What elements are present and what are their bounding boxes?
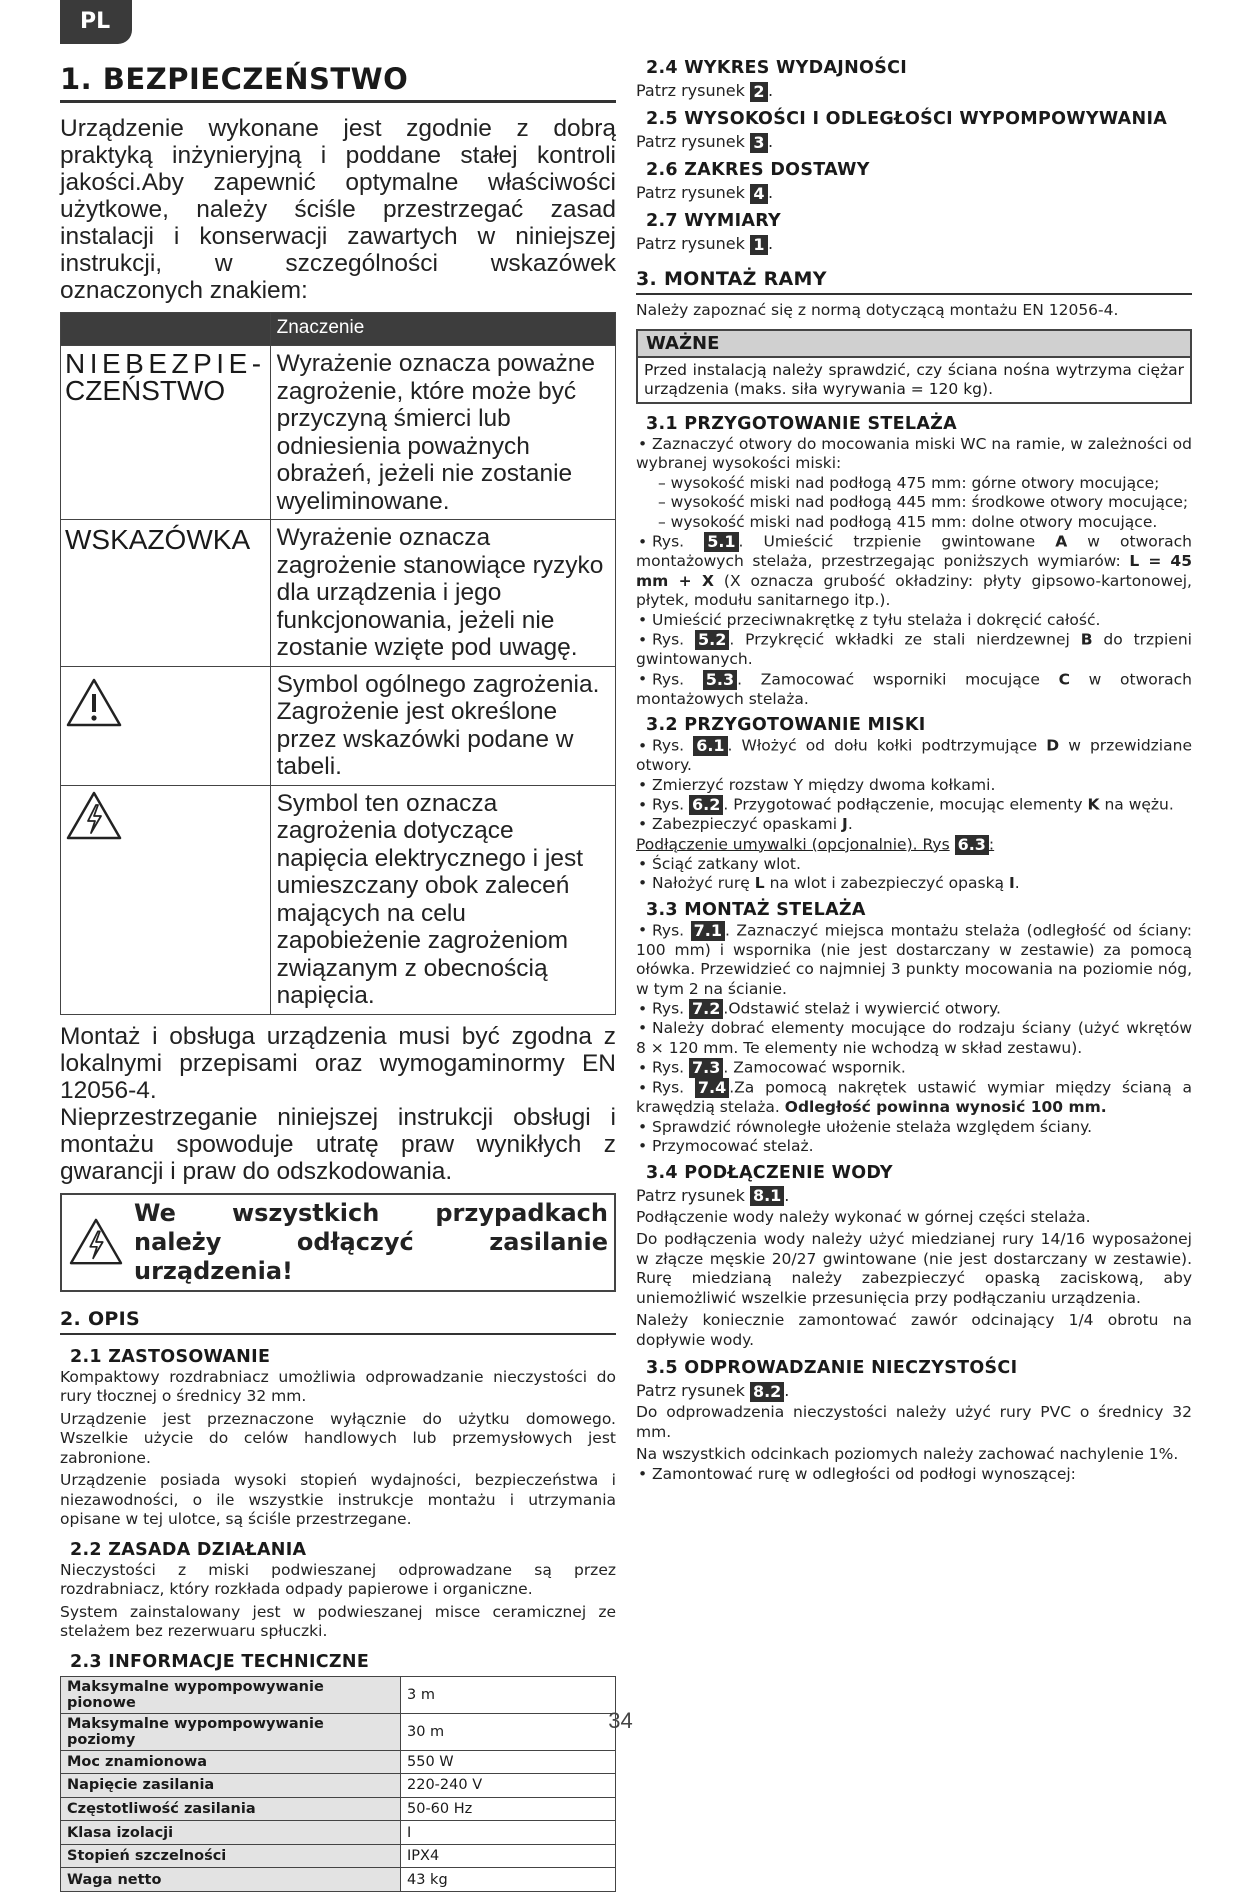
list-item: – wysokość miski nad podłogą 415 mm: dolne otwory mocujące. <box>636 513 1192 533</box>
table-row <box>61 346 616 520</box>
s24-title: 2.4 WYKRES WYDAJNOŚCI <box>636 58 1192 78</box>
section-2-title: 2. OPIS <box>60 1298 616 1335</box>
tech-value: I <box>401 1821 616 1845</box>
s26-title: 2.6 ZAKRES DOSTAWY <box>636 160 1192 180</box>
s25-ref: Patrz rysunek 3 . <box>636 130 1192 154</box>
tech-value: 30 m <box>401 1713 616 1750</box>
figure-badge: 5.2 <box>695 630 729 650</box>
table-row <box>61 1797 616 1821</box>
list-item: • Ściąć zatkany wlot. <box>636 855 1192 875</box>
tech-label: Częstotliwość zasilania <box>61 1797 401 1821</box>
figure-badge: 6.3 <box>955 835 989 855</box>
tech-label: Napięcie zasilania <box>61 1774 401 1798</box>
symbols-table <box>60 312 616 1015</box>
danger-label: NIEBEZPIE- CZEŃSTWO <box>61 346 271 520</box>
important-note-title: WAŻNE <box>636 329 1192 358</box>
list-item: • Należy dobrać elementy mocujące do rodzaju ściany (użyć wkrętów 8 × 120 mm. Te elementy nie wchodzą w skład zestawu). <box>636 1019 1192 1058</box>
tech-value: 220-240 V <box>401 1774 616 1798</box>
s26-ref: Patrz rysunek 4 . <box>636 181 1192 205</box>
figure-badge: 1 <box>750 235 768 255</box>
tech-label: Maksymalne wypompowywanie pionowe <box>61 1676 401 1713</box>
s21-p3: Urządzenie posiada wysoki stopień wydajności, bezpieczeństwa i niezawodności, o ile wszystkie instrukcje montażu i utrzymania opisane w tej ulotce, są ściśle przestrzegane. <box>60 1471 616 1530</box>
language-tab: PL <box>60 0 132 44</box>
table-row <box>61 666 616 785</box>
table-header-empty <box>61 313 271 346</box>
figure-badge: 6.2 <box>689 795 723 815</box>
hint-description: Wyrażenie oznacza zagrożenie stanowiące ryzyko dla urządzenia i jego funkcjonowania, jeżeli nie zostanie wzięte pod uwagę. <box>270 520 615 667</box>
list-item: • Rys. 5.1 . Umieścić trzpienie gwintowane A w otworach montażowych stelaża, przestrzegając poniższych wymiarów: L = 45 mm + X (X oznacza grubość okładziny: płyty gipsowo-kartonowej, płytek, modułu sanitarnego itp.). <box>636 532 1192 611</box>
list-item: • Rys. 6.1 . Włożyć od dołu kołki podtrzymujące D w przewidziane otwory. <box>636 736 1192 776</box>
list-item: • Rys. 5.3 . Zamocować wsporniki mocujące C w otworach montażowych stelaża. <box>636 670 1192 710</box>
figure-badge: 2 <box>750 82 768 102</box>
figure-badge: 4 <box>750 184 768 204</box>
figure-badge: 7.3 <box>689 1058 723 1078</box>
power-warning-box <box>60 1193 616 1292</box>
figure-badge: 5.1 <box>704 532 738 552</box>
list-item: • Rys. 7.1 . Zaznaczyć miejsca montażu stelaża (odległość od ściany: 100 mm) i wspornika (nie jest dostarczany w zestawie) za pomocą ołówka. Przewidzieć co najmniej 3 punkty mocowania na poziomie nóg, w tym 2 na ścianie. <box>636 921 1192 1000</box>
electric-hazard-icon <box>65 790 123 842</box>
figure-badge: 7.4 <box>695 1078 729 1098</box>
hint-label: WSKAZÓWKA <box>61 520 271 667</box>
s34-p1: Podłączenie wody należy wykonać w górnej części stelaża. <box>636 1208 1192 1228</box>
tech-label: Klasa izolacji <box>61 1821 401 1845</box>
list-item: • Zabezpieczyć opaskami J. <box>636 815 1192 835</box>
s34-title: 3.4 PODŁĄCZENIE WODY <box>636 1163 1192 1183</box>
s31-title: 3.1 PRZYGOTOWANIE STELAŻA <box>636 414 1192 434</box>
table-header-meaning: Znaczenie <box>270 313 615 346</box>
list-item: • Zaznaczyć otwory do mocowania miski WC na ramie, w zależności od wybranej wysokości miski: <box>636 435 1192 474</box>
list-item: • Sprawdzić równoległe ułożenie stelaża względem ściany. <box>636 1118 1192 1138</box>
table-row <box>61 1821 616 1845</box>
list-item: • Nałożyć rurę L na wlot i zabezpieczyć opaską I. <box>636 874 1192 894</box>
compliance-paragraph: Montaż i obsługa urządzenia musi być zgodna z lokalnymi przepisami oraz wymogaminormy EN 12056-4. <box>60 1023 616 1104</box>
electric-hazard-description: Symbol ten oznacza zagrożenia dotyczące napięcia elektrycznego i jest umieszczany obok zaleceń mających na celu zapobieżenie zagrożeniom związanym z obecnością napięcia. <box>270 785 615 1014</box>
general-hazard-description: Symbol ogólnego zagrożenia. Zagrożenie jest określone przez wskazówki podane w tabeli. <box>270 666 615 785</box>
warranty-paragraph: Nieprzestrzeganie niniejszej instrukcji obsługi i montażu spowoduje utratę praw wynikłych z gwarancji i praw do odszkodowania. <box>60 1104 616 1185</box>
s21-p2: Urządzenie jest przeznaczone wyłącznie do użytku domowego. Wszelkie użycie do celów handlowych lub przemysłowych jest zabronione. <box>60 1410 616 1469</box>
list-item: • Zamontować rurę w odległości od podłogi wynoszącej: <box>636 1465 1192 1485</box>
tech-label: Moc znamionowa <box>61 1750 401 1774</box>
figure-badge: 6.1 <box>693 736 727 756</box>
list-item: • Przymocować stelaż. <box>636 1137 1192 1157</box>
figure-badge: 3 <box>750 133 768 153</box>
electric-hazard-cell <box>61 785 271 1014</box>
page-number: 34 <box>0 1708 1241 1734</box>
danger-description: Wyrażenie oznacza poważne zagrożenie, które może być przyczyną śmierci lub odniesienia poważnych obrażeń, jeżeli nie zostanie wyeliminowane. <box>270 346 615 520</box>
table-row <box>61 520 616 667</box>
figure-badge: 7.1 <box>691 921 725 941</box>
tech-value: IPX4 <box>401 1844 616 1868</box>
tech-label: Stopień szczelności <box>61 1844 401 1868</box>
general-hazard-icon <box>65 677 123 729</box>
figure-badge: 5.3 <box>703 670 737 690</box>
s25-title: 2.5 WYSOKOŚCI I ODLEGŁOŚCI WYPOMPOWYWANIA <box>636 109 1192 129</box>
s22-p1: Nieczystości z miski podwieszanej odprowadzane są przez rozdrabniacz, który rozkłada odpady papierowe i organiczne. <box>60 1561 616 1600</box>
left-column <box>60 56 616 1892</box>
intro-paragraph: Urządzenie wykonane jest zgodnie z dobrą praktyką inżynieryjną i poddane stałej kontroli jakości.Aby zapewnić optymalne właściwości użytkowe, należy ściśle przestrzegać zasad instalacji i konserwacji zawartych w niniejszej instrukcji, w szczególności wskazówek oznaczonych znakiem: <box>60 115 616 304</box>
tech-value: 3 m <box>401 1676 616 1713</box>
figure-badge: 8.2 <box>750 1382 784 1402</box>
s22-title: 2.2 ZASADA DZIAŁANIA <box>60 1540 616 1560</box>
general-hazard-cell <box>61 666 271 785</box>
tech-value: 550 W <box>401 1750 616 1774</box>
sink-connection-line: Podłączenie umywalki (opcjonalnie). Rys 6.3 : <box>636 835 1192 855</box>
table-row <box>61 785 616 1014</box>
s22-p2: System zainstalowany jest w podwieszanej misce ceramicznej ze stelażem bez rezerwuaru spłuczki. <box>60 1603 616 1642</box>
s27-ref: Patrz rysunek 1 . <box>636 232 1192 256</box>
section-1-title: 1. BEZPIECZEŃSTWO <box>60 56 616 103</box>
right-column <box>636 58 1192 1484</box>
s34-p3: Należy koniecznie zamontować zawór odcinający 1/4 obrotu na dopływie wody. <box>636 1311 1192 1350</box>
list-item: • Rys. 7.4 .Za pomocą nakrętek ustawić wymiar między ścianą a krawędzią stelaża. Odległość powinna wynosić 100 mm. <box>636 1078 1192 1118</box>
tech-value: 43 kg <box>401 1868 616 1892</box>
tech-label: Maksymalne wypompowywanie poziomy <box>61 1713 401 1750</box>
s35-p2: Na wszystkich odcinkach poziomych należy zachować nachylenie 1%. <box>636 1445 1192 1465</box>
figure-badge: 8.1 <box>750 1186 784 1206</box>
list-item: • Rys. 7.3 . Zamocować wspornik. <box>636 1058 1192 1078</box>
figure-badge: 7.2 <box>689 999 723 1019</box>
s21-p1: Kompaktowy rozdrabniacz umożliwia odprowadzanie nieczystości do rury tłocznej o średnicy 32 mm. <box>60 1368 616 1407</box>
list-item: – wysokość miski nad podłogą 475 mm: górne otwory mocujące; <box>636 474 1192 494</box>
important-note-text: Przed instalacją należy sprawdzić, czy ściana nośna wytrzyma ciężar urządzenia (maks. siła wyrywania = 120 kg). <box>636 358 1192 404</box>
section-3-title: 3. MONTAŻ RAMY <box>636 258 1192 295</box>
s34-p2: Do podłączenia wody należy użyć miedzianej rury 14/16 wyposażonej w złącze męskie 20/27 gwintowane (nie jest dostarczany w zestawie). Rurę miedzianą należy zabezpieczyć opaską zaciskową, aby uniemożliwić wszelkie przesunięcia przy podłączaniu urządzenia. <box>636 1230 1192 1308</box>
electric-hazard-icon <box>68 1217 124 1267</box>
list-item: • Zmierzyć rozstaw Y między dwoma kołkami. <box>636 776 1192 796</box>
list-item: • Rys. 6.2 . Przygotować podłączenie, mocując elementy K na wężu. <box>636 795 1192 815</box>
s33-title: 3.3 MONTAŻ STELAŻA <box>636 900 1192 920</box>
table-row <box>61 1844 616 1868</box>
s34-ref: Patrz rysunek 8.1 . <box>636 1184 1192 1208</box>
s21-title: 2.1 ZASTOSOWANIE <box>60 1347 616 1367</box>
s32-title: 3.2 PRZYGOTOWANIE MISKI <box>636 715 1192 735</box>
table-row <box>61 1774 616 1798</box>
s23-title: 2.3 INFORMACJE TECHNICZNE <box>60 1652 616 1672</box>
tech-value: 50-60 Hz <box>401 1797 616 1821</box>
s35-p1: Do odprowadzenia nieczystości należy użyć rury PVC o średnicy 32 mm. <box>636 1403 1192 1442</box>
s35-title: 3.5 ODPROWADZANIE NIECZYSTOŚCI <box>636 1358 1192 1378</box>
s24-ref: Patrz rysunek 2 . <box>636 79 1192 103</box>
power-warning-text: We wszystkich przypadkach należy odłączyć zasilanie urządzenia! <box>134 1199 608 1286</box>
table-row <box>61 1750 616 1774</box>
tech-label: Waga netto <box>61 1868 401 1892</box>
list-item: • Umieścić przeciwnakrętkę z tyłu stelaża i dokręcić całość. <box>636 611 1192 631</box>
table-row <box>61 1868 616 1892</box>
list-item: – wysokość miski nad podłogą 445 mm: środkowe otwory mocujące; <box>636 493 1192 513</box>
list-item: • Rys. 5.2 . Przykręcić wkładki ze stali nierdzewnej B do trzpieni gwintowanych. <box>636 630 1192 670</box>
s3-intro: Należy zapoznać się z normą dotyczącą montażu EN 12056-4. <box>636 301 1192 321</box>
s27-title: 2.7 WYMIARY <box>636 211 1192 231</box>
s35-ref: Patrz rysunek 8.2 . <box>636 1379 1192 1403</box>
list-item: • Rys. 7.2 .Odstawić stelaż i wywiercić otwory. <box>636 999 1192 1019</box>
